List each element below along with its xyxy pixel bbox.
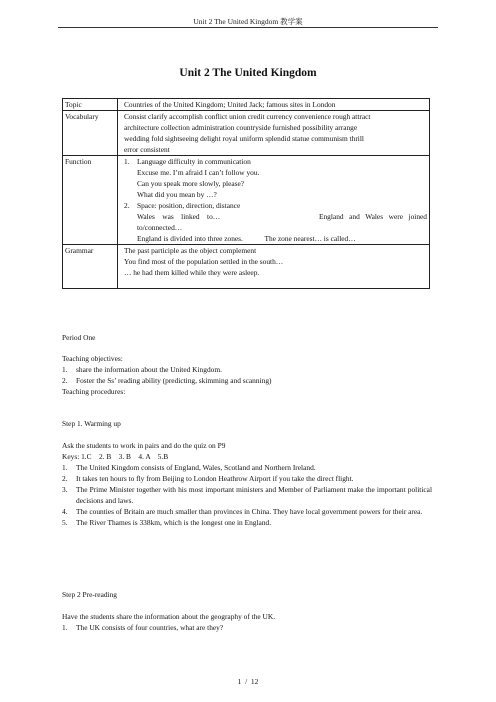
quiz-number: 3.	[62, 485, 68, 494]
vocabulary-line: architecture collection administration countryside furnished possibility arrange	[124, 123, 358, 132]
page-number: 1 / 12	[237, 677, 259, 686]
grammar-value	[118, 245, 430, 289]
objectives-section	[62, 353, 432, 397]
quiz-text: The counties of Britain are much smaller than provinces in China. They have local government powers for their area.	[76, 507, 423, 516]
function-row	[63, 156, 430, 245]
function-phrase: England and Wales were joined	[318, 212, 427, 221]
step2-instruction: Have the students share the information about the geography of the UK.	[62, 612, 276, 621]
step1-section	[62, 440, 432, 528]
step1-instruction: Ask the students to work in pairs and do the quiz on P9	[62, 441, 226, 450]
objective-text: Foster the Ss’ reading ability (predicting, skimming and scanning)	[76, 376, 272, 385]
vocabulary-line: Consist clarify accomplish conflict union credit currency convenience rough attract	[124, 112, 371, 121]
quiz-text: It takes ten hours to fly from Beijing to London Heathrow Airport if you take the direct flight.	[76, 474, 354, 483]
vocabulary-label: Vocabulary	[63, 111, 118, 156]
function-label: Function	[63, 156, 118, 245]
grammar-line: The past participle as the object complement	[124, 246, 257, 255]
function-item-number: 1.	[124, 157, 130, 166]
objective-text: share the information about the United Kingdom.	[76, 365, 222, 374]
procedures-heading: Teaching procedures:	[62, 387, 126, 396]
objective-item	[62, 364, 432, 375]
quiz-item	[62, 462, 432, 473]
quiz-number: 1.	[62, 463, 68, 472]
topic-row	[63, 99, 430, 111]
step2-number: 1.	[62, 623, 68, 632]
quiz-text: The River Thames is 338km, which is the longest one in England.	[76, 518, 272, 527]
vocabulary-value	[118, 111, 430, 156]
function-item-title: Space: position, direction, distance	[137, 201, 241, 210]
step2-item	[62, 622, 432, 633]
function-phrase-pair	[124, 233, 427, 244]
topic-label: Topic	[63, 99, 118, 111]
step2-text: The UK consists of four countries, what are they?	[76, 623, 224, 632]
function-phrase-pair	[124, 211, 427, 222]
header-rule	[58, 27, 438, 28]
objectives-heading: Teaching objectives:	[62, 354, 123, 363]
grammar-line: You find most of the population settled in the south…	[124, 257, 284, 266]
running-header: Unit 2 The United Kingdom 教学案	[193, 17, 303, 26]
page-title: Unit 2 The United Kingdom	[179, 67, 317, 79]
quiz-text: The United Kingdom consists of England, Wales, Scotland and Northern Ireland.	[76, 463, 316, 472]
objective-item	[62, 375, 432, 386]
function-phrase: Can you speak more slowly, please?	[137, 179, 245, 188]
function-phrase: Excuse me. I’m afraid I can’t follow you.	[137, 168, 260, 177]
function-item-2	[124, 200, 427, 211]
grammar-label: Grammar	[63, 245, 118, 289]
objective-number: 2.	[62, 376, 68, 385]
function-item-number: 2.	[124, 201, 130, 210]
function-phrase: Wales was linked to…	[137, 212, 221, 221]
vocabulary-line: error consistent	[124, 145, 170, 154]
function-phrase: The zone nearest… is called…	[264, 234, 356, 243]
quiz-number: 2.	[62, 474, 68, 483]
step2-heading: Step 2 Pre-reading	[62, 590, 118, 599]
topic-value: Countries of the United Kingdom; United Jack; famous sites in London	[118, 99, 430, 111]
objective-number: 1.	[62, 365, 68, 374]
vocabulary-line: wedding fold sightseeing delight royal uniform splendid statue communism thrill	[124, 134, 364, 143]
unit-overview-table	[62, 98, 430, 289]
quiz-item	[62, 506, 432, 517]
function-phrase: England is divided into three zones.	[137, 234, 243, 243]
function-phrase: What did you mean by …?	[137, 190, 217, 199]
function-item-title: Language difficulty in communication	[137, 157, 251, 166]
grammar-row	[63, 245, 430, 289]
quiz-keys: Keys: 1.C 2. B 3. B 4. A 5.B	[62, 452, 169, 461]
quiz-number: 5.	[62, 518, 68, 527]
function-value	[118, 156, 430, 245]
function-phrase: to/connected…	[137, 223, 183, 232]
function-item-1	[124, 156, 427, 167]
quiz-text: The Prime Minister together with his most important ministers and Member of Parliament make the important political decisions and laws.	[76, 485, 432, 505]
grammar-line: … he had them killed while they were asleep.	[124, 268, 260, 277]
step1-heading: Step 1. Warming up	[62, 419, 121, 428]
quiz-item	[62, 517, 432, 528]
quiz-number: 4.	[62, 507, 68, 516]
step2-section	[62, 611, 432, 633]
period-heading: Period One	[62, 333, 96, 342]
quiz-item	[62, 484, 432, 506]
quiz-item	[62, 473, 432, 484]
vocabulary-row	[63, 111, 430, 156]
